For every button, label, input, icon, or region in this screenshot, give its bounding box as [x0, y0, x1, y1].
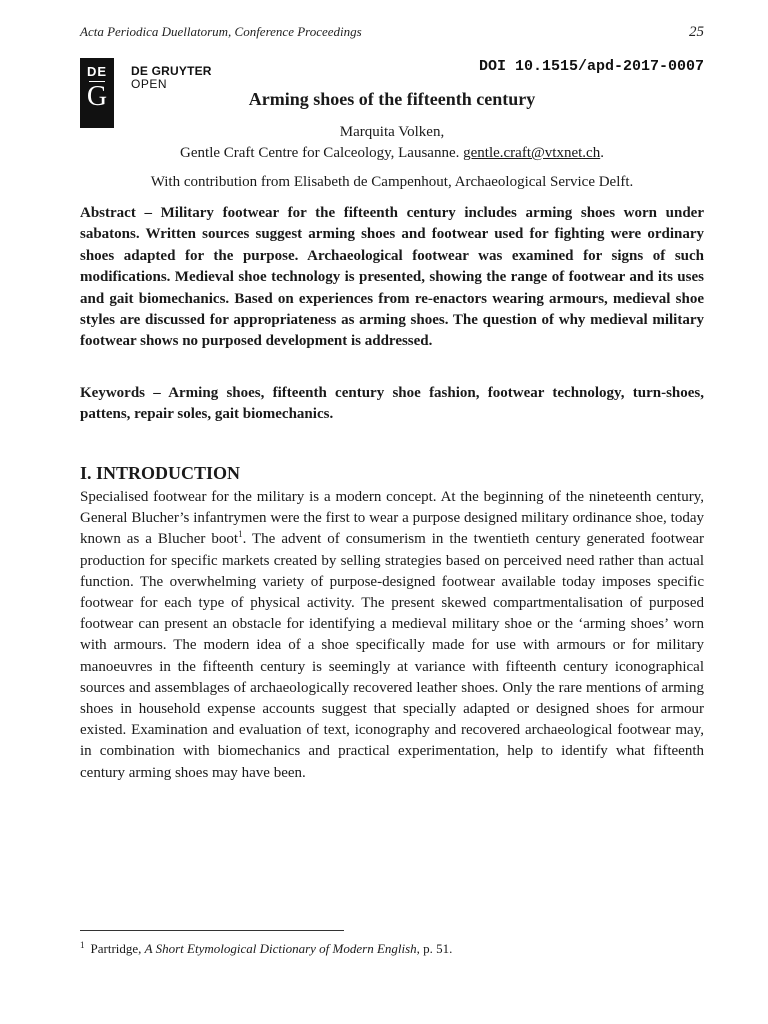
running-head [80, 24, 704, 41]
affiliation-text: Gentle Craft Centre for Calceology, Lausanne. [180, 145, 460, 161]
footnote [80, 941, 704, 957]
paragraph-part-2: . The advent of consumerism in the twentieth century generated footwear production for specific markets created by selling strategies based on perceived need rather than actual function. The overwhelming variety of purpose-designed footwear available today imposes specific footwear for each type of physical activity. The present skewed compartmentalisation of purposed footwear can present an obstacle for identifying a medieval military shoe or the ‘arming shoes’ worn with armours. The modern idea of a shoe specifically made for use with armours or for military manoeuvres in the fifteenth century is seemingly at variance with fifteenth century iconographical sources and assemblages of archaeologically recovered leather shoes. Only the rare mentions of arming shoes in household expense accounts suggest that specially adapted or designed shoes for armour existed. Examination and evaluation of text, iconography and recovered archaeological footwear may, in combination with biomechanics and practical experimentation, help to identify what fifteenth century arming shoes may have been. [80, 531, 705, 781]
logo-g-text: G [86, 81, 108, 112]
footnote-rule [80, 930, 344, 931]
paragraph-part-1: Specialised footwear for the military is a modern concept. At the beginning of the nineteenth century, General Blucher’s infantrymen were the first to wear a purpose designed military ordinance shoe, today known as a Blucher boot [80, 489, 704, 548]
doi: DOI 10.1515/apd-2017-0007 [478, 58, 704, 75]
journal-name: Acta Periodica Duellatorum, Conference Proceedings [80, 24, 362, 39]
contribution-note: With contribution from Elisabeth de Campenhout, Archaeological Service Delft. [150, 174, 634, 190]
logo-de-text: DE [86, 64, 108, 79]
footnote-number: 1 [80, 939, 85, 950]
author-name: Marquita Volken, [339, 124, 445, 140]
publisher-line2: OPEN [131, 77, 168, 91]
article-title: Arming shoes of the fifteenth century [248, 89, 536, 109]
publisher-line1: DE GRUYTER [131, 64, 212, 78]
affiliation-end: . [600, 145, 604, 161]
footnote-reference[interactable]: 1 [238, 529, 243, 540]
page-number: 25 [689, 24, 704, 40]
footnote-author: Partridge, [90, 941, 142, 956]
footnote-work: A Short Etymological Dictionary of Modern English [144, 941, 417, 956]
keywords: Keywords – Arming shoes, fifteenth century shoe fashion, footwear technology, turn-shoes, pattens, repair soles, gait biomechanics. [80, 385, 704, 423]
email-link[interactable]: gentle.craft@vtxnet.ch [463, 145, 601, 161]
introduction-paragraph [80, 487, 704, 784]
abstract: Abstract – Military footwear for the fifteenth century includes arming shoes worn under sabatons. Written sources suggest arming shoes and footwear used for fighting were ordinary shoes adapted for the purpose. Archaeological footwear was examined for signs of such modifications. Medieval shoe technology is presented, showing the range of footwear and its uses and gait biomechanics. Based on experiences from re-enactors wearing armours, medieval shoe styles are discussed for appropriateness as arming shoes. The question of why medieval military footwear shows no purposed development is addressed. [80, 205, 704, 350]
section-heading: I. INTRODUCTION [80, 463, 241, 483]
footnote-page: , p. 51. [416, 941, 453, 956]
affiliation [80, 145, 704, 162]
publisher-name [131, 65, 212, 91]
